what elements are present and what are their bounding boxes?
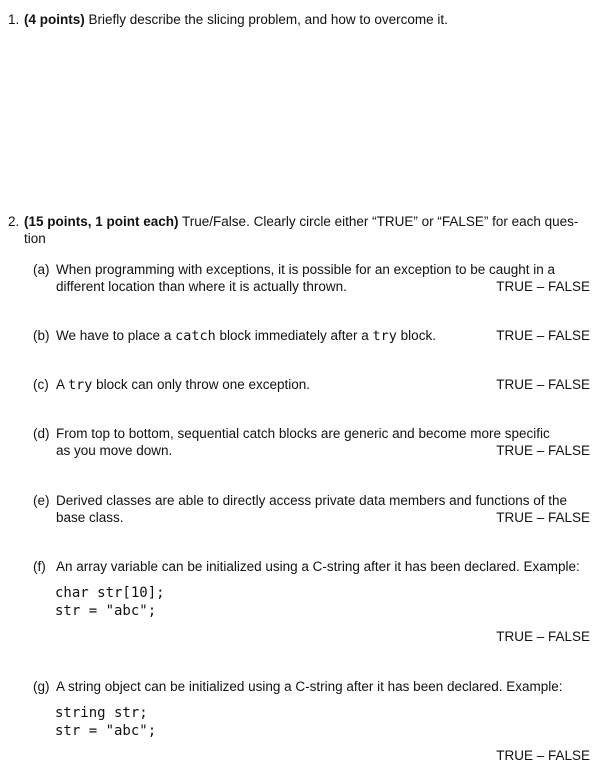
item-a-line-1: When programming with exceptions, it is possible for an exception to be caught in a: [56, 262, 556, 277]
item-e-true-false[interactable]: TRUE – FALSE: [496, 510, 590, 525]
item-a-true-false[interactable]: TRUE – FALSE: [496, 279, 590, 294]
question-1-text: Briefly describe the slicing problem, and how to overcome it.: [88, 12, 448, 27]
item-f-true-false[interactable]: TRUE – FALSE: [496, 629, 590, 644]
item-d-line-2: as you move down.: [56, 443, 173, 458]
item-e-label: (e): [33, 493, 50, 508]
question-2-text: True/False. Clearly circle either “TRUE” or “FALSE” for each ques-: [182, 214, 579, 229]
item-b-text: [56, 327, 436, 345]
item-c-text-pre: A: [56, 377, 69, 392]
item-b-text-pre: We have to place a: [56, 328, 176, 343]
item-d-line-1: From top to bottom, sequential catch blocks are generic and become more specific: [56, 426, 550, 441]
item-a-label: (a): [33, 262, 50, 277]
item-c-label: (c): [33, 377, 49, 392]
item-b-code-try: try: [372, 328, 397, 344]
item-b-code-catch: catch: [175, 328, 216, 344]
item-g-line-1: A string object can be initialized using a C-string after it has been declared. Example:: [56, 679, 563, 694]
item-g-true-false[interactable]: TRUE – FALSE: [496, 748, 590, 763]
item-d-true-false[interactable]: TRUE – FALSE: [496, 443, 590, 458]
item-f-line-1: An array variable can be initialized using a C-string after it has been declared. Example:: [56, 559, 580, 574]
question-1-number: 1.: [8, 12, 20, 27]
item-f-label: (f): [33, 559, 46, 574]
item-e-line-1: Derived classes are able to directly access private data members and functions of the: [56, 493, 568, 508]
item-c-true-false[interactable]: TRUE – FALSE: [496, 377, 590, 392]
question-1-points: (4 points): [24, 12, 85, 27]
question-2-number: 2.: [8, 214, 20, 229]
item-b-text-mid: block immediately after a: [215, 328, 373, 343]
question-1: [24, 11, 448, 28]
item-c-text-post: block can only throw one exception.: [92, 377, 311, 392]
item-e-line-2: base class.: [56, 510, 124, 525]
item-c-code-try: try: [68, 377, 93, 393]
item-b-label: (b): [33, 328, 50, 343]
item-g-code-line-2: str = "abc";: [55, 723, 157, 739]
item-c-text: [56, 376, 310, 394]
item-f-code-line-1: char str[10];: [55, 585, 165, 601]
item-g-code-line-1: string str;: [55, 705, 148, 721]
item-a-line-2: different location than where it is actually thrown.: [56, 279, 347, 294]
question-2-points: (15 points, 1 point each): [24, 214, 179, 229]
item-b-text-post: block.: [396, 328, 436, 343]
item-g-label: (g): [33, 679, 50, 694]
item-d-label: (d): [33, 426, 50, 441]
question-2-line-1: [24, 213, 578, 230]
question-2-line-2: tion: [24, 231, 46, 246]
item-b-true-false[interactable]: TRUE – FALSE: [496, 328, 590, 343]
item-f-code-line-2: str = "abc";: [55, 603, 157, 619]
